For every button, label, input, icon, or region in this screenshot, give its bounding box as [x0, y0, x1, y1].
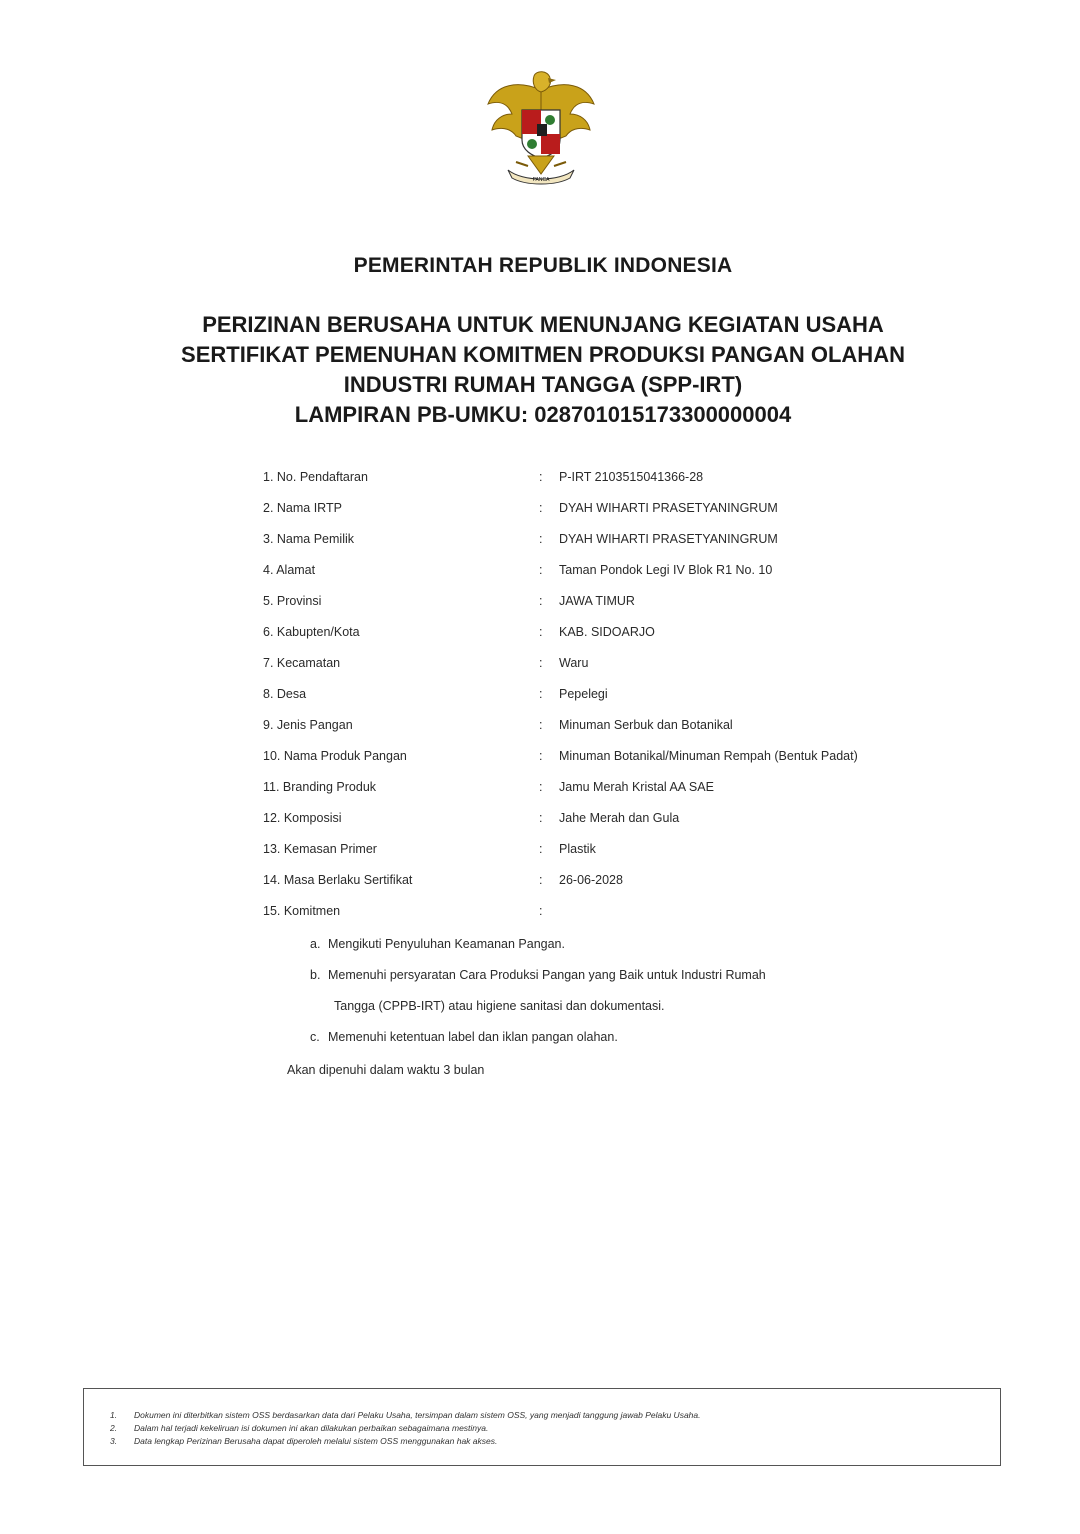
field-label: 8. Desa: [263, 687, 307, 701]
field-row: [263, 470, 943, 501]
title-line-2: SERTIFIKAT PEMENUHAN KOMITMEN PRODUKSI PANGAN OLAHAN: [181, 342, 905, 367]
field-value: DYAH WIHARTI PRASETYANINGRUM: [559, 501, 778, 515]
field-value: Minuman Serbuk dan Botanikal: [559, 718, 733, 732]
field-separator: :: [539, 532, 543, 546]
field-label: 12. Komposisi: [263, 811, 342, 825]
title-line-3: INDUSTRI RUMAH TANGGA (SPP-IRT): [343, 372, 743, 397]
field-value: JAWA TIMUR: [559, 594, 635, 608]
field-row: [263, 842, 943, 873]
field-value: DYAH WIHARTI PRASETYANINGRUM: [559, 532, 778, 546]
emblem-motto: PANCA: [532, 177, 550, 183]
field-label: 14. Masa Berlaku Sertifikat: [263, 873, 413, 887]
field-value: Plastik: [559, 842, 596, 856]
field-row: [263, 501, 943, 532]
field-value: Jahe Merah dan Gula: [559, 811, 680, 825]
field-value: 26-06-2028: [559, 873, 623, 887]
komitmen-list: [310, 937, 930, 1061]
field-label: 9. Jenis Pangan: [263, 718, 353, 732]
footer-note-text: Data lengkap Perizinan Berusaha dapat diperoleh melalui sistem OSS menggunakan hak akses.: [134, 1436, 498, 1446]
field-separator: :: [539, 501, 543, 515]
field-row: [263, 749, 943, 780]
footer-note: [110, 1422, 701, 1435]
footer-notes: [110, 1409, 701, 1448]
footer-note-number: 1.: [110, 1410, 118, 1420]
field-separator: :: [539, 904, 543, 918]
field-row: [263, 780, 943, 811]
komitmen-marker: a.: [310, 937, 321, 951]
komitmen-text: Memenuhi ketentuan label dan iklan pangan olahan.: [328, 1030, 618, 1044]
komitmen-text-line-2: Tangga (CPPB-IRT) atau higiene sanitasi dan dokumentasi.: [334, 999, 665, 1013]
field-row: [263, 873, 943, 904]
field-value: Taman Pondok Legi IV Blok R1 No. 10: [559, 563, 773, 577]
footer-note-number: 3.: [110, 1436, 118, 1446]
field-label: 15. Komitmen: [263, 904, 341, 918]
field-separator: :: [539, 625, 543, 639]
field-label: 10. Nama Produk Pangan: [263, 749, 407, 763]
registration-fields: [263, 470, 943, 935]
footer-note: [110, 1435, 701, 1448]
field-separator: :: [539, 718, 543, 732]
komitmen-text: [328, 960, 766, 1022]
field-separator: :: [539, 656, 543, 670]
field-row: [263, 904, 943, 935]
field-row: [263, 718, 943, 749]
field-label: 4. Alamat: [263, 563, 316, 577]
field-row: [263, 811, 943, 842]
komitmen-text-line-1: Memenuhi persyaratan Cara Produksi Pangan yang Baik untuk Industri Rumah: [328, 968, 766, 982]
footer-note-text: Dokumen ini diterbitkan sistem OSS berdasarkan data dari Pelaku Usaha, tersimpan dalam sistem OSS, yang menjadi tanggung jawab Pelaku Usaha.: [134, 1410, 701, 1420]
footer-notes-box: [83, 1388, 1001, 1466]
field-value: KAB. SIDOARJO: [559, 625, 655, 639]
field-separator: :: [539, 749, 543, 763]
field-label: 3. Nama Pemilik: [263, 532, 354, 546]
field-row: [263, 656, 943, 687]
komitmen-text: Mengikuti Penyuluhan Keamanan Pangan.: [328, 937, 565, 951]
garuda-emblem-icon: [478, 70, 604, 188]
government-title: PEMERINTAH REPUBLIK INDONESIA: [353, 254, 733, 277]
field-row: [263, 625, 943, 656]
komitmen-marker: b.: [310, 968, 321, 982]
title-line-1: PERIZINAN BERUSAHA UNTUK MENUNJANG KEGIATAN USAHA: [202, 312, 884, 337]
field-label: 2. Nama IRTP: [263, 501, 342, 515]
field-label: 11. Branding Produk: [263, 780, 377, 794]
komitmen-item: [310, 968, 930, 1030]
footer-note-text: Dalam hal terjadi kekeliruan isi dokumen ini akan dilakukan perbaikan sebagaimana mestinya.: [134, 1423, 489, 1433]
field-separator: :: [539, 811, 543, 825]
field-row: [263, 532, 943, 563]
field-row: [263, 687, 943, 718]
field-value: P-IRT 2103515041366-28: [559, 470, 704, 484]
footer-note: [110, 1409, 701, 1422]
field-separator: :: [539, 563, 543, 577]
field-label: 1. No. Pendaftaran: [263, 470, 368, 484]
field-separator: :: [539, 842, 543, 856]
field-value: Pepelegi: [559, 687, 608, 701]
field-label: 13. Kemasan Primer: [263, 842, 377, 856]
title-line-4: LAMPIRAN PB-UMKU: 028701015173300000004: [294, 402, 792, 427]
document-title: [0, 310, 1080, 430]
komitmen-item: [310, 1030, 930, 1061]
field-row: [263, 563, 943, 594]
closing-statement: Akan dipenuhi dalam waktu 3 bulan: [287, 1063, 485, 1077]
field-value: Jamu Merah Kristal AA SAE: [559, 780, 714, 794]
field-separator: :: [539, 873, 543, 887]
field-separator: :: [539, 780, 543, 794]
field-label: 5. Provinsi: [263, 594, 322, 608]
field-separator: :: [539, 687, 543, 701]
field-value: Minuman Botanikal/Minuman Rempah (Bentuk Padat): [559, 749, 858, 763]
field-label: 7. Kecamatan: [263, 656, 341, 670]
field-label: 6. Kabupten/Kota: [263, 625, 360, 639]
field-value: Waru: [559, 656, 589, 670]
komitmen-marker: c.: [310, 1030, 320, 1044]
field-row: [263, 594, 943, 625]
footer-note-number: 2.: [110, 1423, 118, 1433]
field-separator: :: [539, 470, 543, 484]
field-separator: :: [539, 594, 543, 608]
